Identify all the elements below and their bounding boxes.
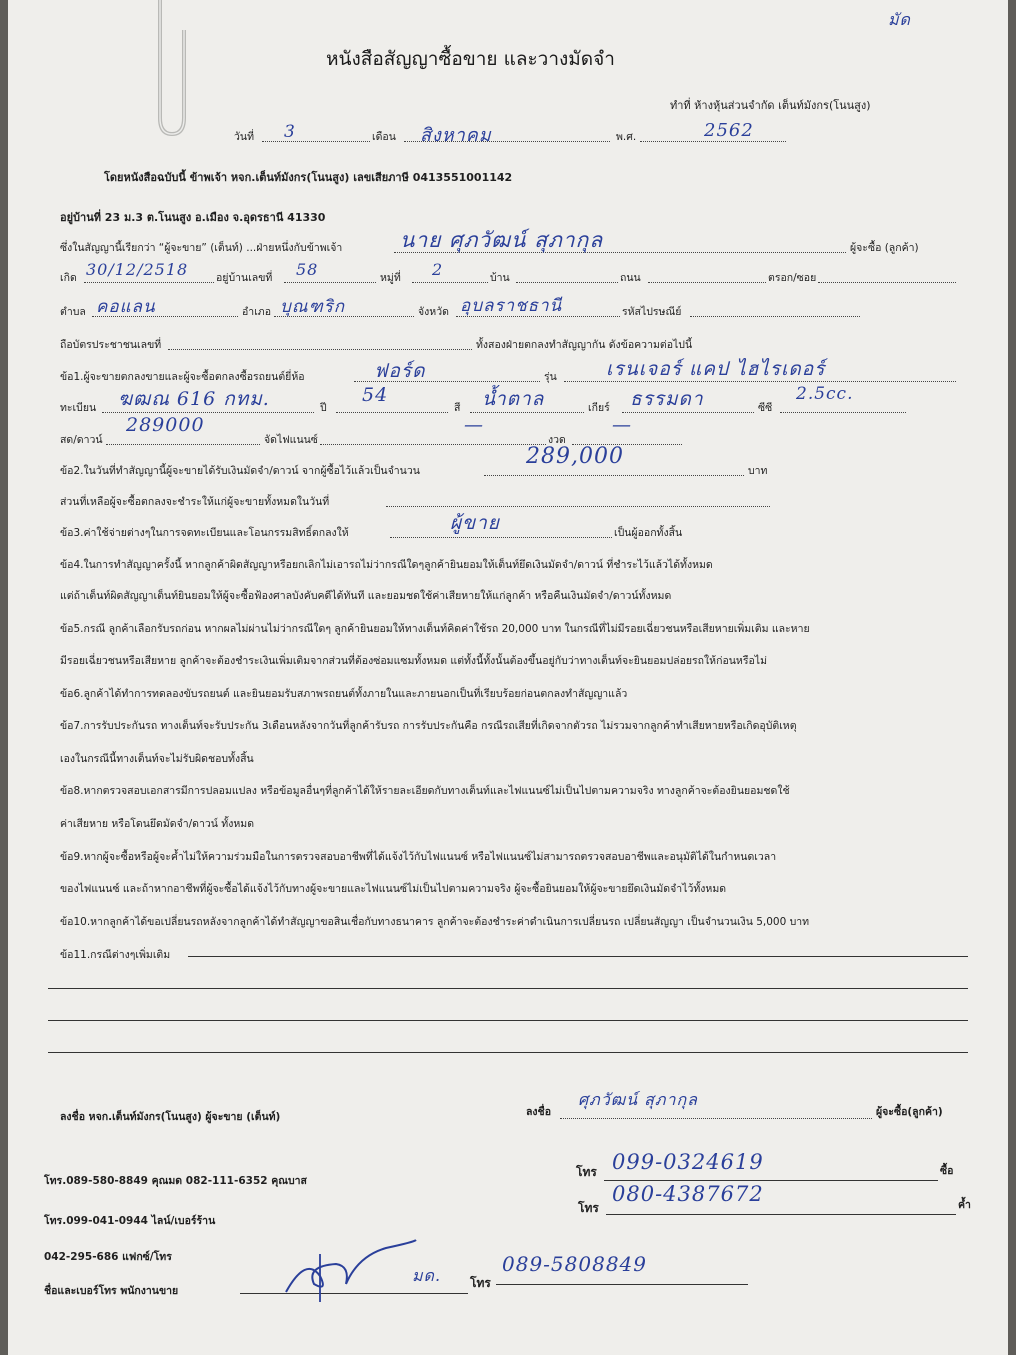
cc-value: 2.5cc. — [796, 384, 854, 404]
car-year-label: ปี — [320, 402, 327, 414]
clause-line: ข้อ10.หากลูกค้าได้ขอเปลี่ยนรถหลังจากลูกค้าได้ทำสัญญาขอสินเชื่อกับทางธนาคาร ลูกค้าจะต้องชำระค่าดำเนินการเปลี่ยนรถ เปลี่ยนสัญญา เป็นจำนวนเงิน 5,000 บาท — [60, 916, 810, 928]
clause-line: ข้อ6.ลูกค้าได้ทำการทดลองขับรถยนต์ และยินยอมรับสภาพรถยนต์ทั้งภายในและภายนอกเป็นที่เรียบร้อยก่อนตกลงทำสัญญาแล้ว — [60, 688, 628, 700]
village-label: บ้าน — [490, 272, 510, 284]
paper-clip-icon — [146, 0, 196, 140]
contract-page — [8, 0, 1008, 1355]
clause-line: ข้อ5.กรณี ลูกค้าเลือกรับรถก่อน หากผลไม่ผ่านไม่ว่ากรณีใดๆ ลูกค้ายินยอมให้ทางเต็นท์คิดค่าใช้รถ 20,000 บาท ในกรณีที่ไม่มีรอยเฉี่ยวชนหรือเสียหายเพิ่มเติม และหาย — [60, 623, 810, 635]
subdistrict-label: ตำบล — [60, 306, 86, 318]
clause-line: เองในกรณีนี้ทางเต็นท์จะไม่รับผิดชอบทั้งสิ้น — [60, 753, 254, 765]
subdistrict-value: คอแลน — [96, 297, 156, 317]
installment-value: — — [612, 414, 632, 436]
clause-line: ค่าเสียหาย หรือโดนยึดมัดจำ/ดาวน์ ทั้งหมด — [60, 818, 255, 830]
road-label: ถนน — [620, 272, 641, 284]
district-label: อำเภอ — [242, 306, 272, 318]
guarantor-phone-label: โทร — [578, 1201, 599, 1215]
seller-signature-line: ลงชื่อ หจก.เต็นท์มังกร(โนนสูง) ผู้จะขาย (เต็นท์) — [60, 1111, 281, 1123]
salesperson-name: มด. — [412, 1266, 442, 1285]
month-label: เดือน — [372, 131, 396, 143]
year-label: พ.ศ. — [616, 131, 637, 143]
seller-clause-label: ซึ่งในสัญญานี้เรียกว่า “ผู้จะขาย” (เต็นท์) ...ฝ่ายหนึ่งกับข้าพเจ้า — [60, 242, 343, 254]
gear-value: ธรรมดา — [630, 388, 704, 410]
house-no-label: อยู่บ้านเลขที่ — [216, 272, 273, 284]
id-card-label: ถือบัตรประชาชนเลขที่ — [60, 339, 162, 351]
clause-line: ของไฟแนนซ์ และถ้าหากอาชีพที่ผู้จะซื้อได้แจ้งไว้กับทางผู้จะขายและไฟแนนซ์ไม่เป็นไปตามความจริง ผู้จะซื้อยินยอมให้ผู้จะขายยึดเงินมัดจำไว้ทั้งหมด — [60, 883, 727, 895]
postcode-label: รหัสไปรษณีย์ — [622, 306, 682, 318]
day-value: 3 — [284, 122, 296, 142]
color-label: สี — [454, 402, 461, 414]
contact-line: โทร.089-580-8849 คุณมด 082-111-6352 คุณบาส — [44, 1175, 307, 1187]
corner-mark: มัด — [888, 10, 911, 29]
salesperson-phone-value: 089-5808849 — [502, 1252, 648, 1276]
installment-label: งวด — [548, 434, 566, 446]
day-label: วันที่ — [234, 131, 254, 143]
year-value: 2562 — [704, 120, 754, 141]
month-value: สิงหาคม — [420, 125, 492, 146]
plate-value: ฆฒณ 616 กทม. — [118, 388, 270, 410]
clause-line: ข้อ4.ในการทำสัญญาครั้งนี้ หากลูกค้าผิดสัญญาหรือยกเลิกไม่เอารถไม่ว่ากรณีใดๆลูกค้ายินยอมให้เต็นท์ยึดเงินมัดจำ/ดาวน์ ที่ชำระไว้แล้วได้ทั้งหมด — [60, 559, 713, 571]
contact-line: โทร.099-041-0944 ไลน์/เบอร์ร้าน — [44, 1215, 216, 1227]
salesperson-label: ชื่อและเบอร์โทร พนักงานขาย — [44, 1285, 179, 1297]
buyer-phone-label: โทร — [576, 1165, 597, 1179]
clause2-unit: บาท — [748, 465, 768, 477]
down-label: สด/ดาวน์ — [60, 434, 103, 446]
gear-label: เกียร์ — [588, 402, 610, 414]
clause3-suffix: เป็นผู้ออกทั้งสิ้น — [614, 527, 683, 539]
buyer-sign-suffix: ผู้จะซื้อ(ลูกค้า) — [876, 1106, 943, 1118]
clause-line: ข้อ7.การรับประกันรถ ทางเต็นท์จะรับประกัน 3เดือนหลังจากวันที่ลูกค้ารับรถ การรับประกันคือ กรณีรถเสียที่เกิดจากตัวรถ ไม่รวมจากลูกค้าทำเสียหายหรือเกิดอุบัติเหตุ — [60, 720, 797, 732]
moo-label: หมู่ที่ — [380, 272, 401, 284]
house-no-value: 58 — [296, 260, 319, 279]
clause3-label: ข้อ3.ค่าใช้จ่ายต่างๆในการจดทะเบียนและโอนกรรมสิทธิ์ตกลงให้ — [60, 527, 349, 539]
brand-value: ฟอร์ด — [374, 360, 426, 382]
clause-line: แต่ถ้าเต็นท์ผิดสัญญาเต็นท์ยินยอมให้ผู้จะซื้อฟ้องศาลบังคับคดีได้ทันที และยอมชดใช้ค่าเสียหายให้แก่ลูกค้า หรือคืนเงินมัดจำ/ดาวน์ทั้งหมด — [60, 590, 672, 602]
model-label: รุ่น — [544, 371, 557, 383]
salesperson-phone-label: โทร — [470, 1276, 491, 1290]
clause1-label: ข้อ1.ผู้จะขายตกลงขายและผู้จะซื้อตกลงซื้อรถยนต์ยี่ห้อ — [60, 371, 305, 383]
model-value: เรนเจอร์ แคป ไฮไรเดอร์ — [606, 358, 826, 380]
place-line: ทำที่ ห้างหุ้นส่วนจำกัด เต็นท์มังกร(โนนสูง) — [670, 99, 871, 112]
clause11-label: ข้อ11.กรณีต่างๆเพิ่มเติม — [60, 949, 171, 961]
buyer-signature: ศุภวัฒน์ สุภากุล — [578, 1090, 698, 1109]
province-value: อุบลราชธานี — [460, 296, 563, 316]
province-label: จังหวัด — [418, 306, 449, 318]
document-title: หนังสือสัญญาซื้อขาย และวางมัดจำ — [326, 48, 615, 70]
finance-label: จัดไฟแนนซ์ — [264, 434, 318, 446]
district-value: บุณฑริก — [280, 297, 346, 317]
car-year-value: 54 — [362, 384, 389, 406]
buyer-phone-suffix: ซื้อ — [940, 1165, 954, 1177]
guarantor-phone-value: 080-4387672 — [612, 1182, 764, 1206]
salesperson-signature-scribble — [276, 1236, 426, 1306]
soi-label: ตรอก/ซอย — [768, 272, 817, 284]
clause2-value: 289,000 — [526, 444, 624, 469]
contact-line: 042-295-686 แฟกซ์/โทร — [44, 1251, 172, 1263]
buyer-name: นาย ศุภวัฒน์ สุภากุล — [400, 228, 604, 252]
birth-value: 30/12/2518 — [86, 260, 189, 279]
guarantor-phone-suffix: ค้ำ — [958, 1199, 971, 1211]
moo-value: 2 — [432, 260, 444, 279]
clause-line: ข้อ8.หากตรวจสอบเอกสารมีการปลอมแปลง หรือข้อมูลอื่นๆที่ลูกค้าได้ให้รายละเอียดกับทางเต็นท์และไฟแนนซ์ไม่เป็นไปตามความจริง ทางลูกค้าจะต้องยินยอมชดใช้ — [60, 785, 790, 797]
address-line: อยู่บ้านที่ 23 ม.3 ต.โนนสูง อ.เมือง จ.อุดรธานี 41330 — [60, 211, 326, 224]
clause2-label: ข้อ2.ในวันที่ทำสัญญานี้ผู้จะขายได้รับเงินมัดจำ/ดาวน์ จากผู้ซื้อไว้แล้วเป็นจำนวน — [60, 465, 420, 477]
buyer-sign-label: ลงชื่อ — [526, 1106, 551, 1118]
color-value: น้ำตาล — [482, 388, 545, 410]
remaining-label: ส่วนที่เหลือผู้จะซื้อตกลงจะชำระให้แก่ผู้จะขายทั้งหมดในวันที่ — [60, 496, 330, 508]
clause3-value: ผู้ขาย — [450, 512, 500, 534]
cc-label: ซีซี — [758, 402, 773, 414]
buyer-phone-value: 099-0324619 — [612, 1150, 764, 1174]
buyer-suffix: ผู้จะซื้อ (ลูกค้า) — [850, 242, 919, 254]
finance-value: — — [464, 414, 484, 436]
id-card-suffix: ทั้งสองฝ่ายตกลงทำสัญญากัน ดังข้อความต่อไปนี้ — [476, 339, 693, 351]
plate-label: ทะเบียน — [60, 402, 97, 414]
intro-line: โดยหนังสือฉบับนี้ ข้าพเจ้า หจก.เต็นท์มังกร(โนนสูง) เลขเสียภาษี 0413551001142 — [104, 171, 513, 184]
clause-line: มีรอยเฉี่ยวชนหรือเสียหาย ลูกค้าจะต้องชำระเงินเพิ่มเติมจากส่วนที่ต้องซ่อมแซมทั้งหมด แต่ทั้งนี้ทั้งนั้นต้องขึ้นอยู่กับว่าทางเต็นท์จะยินยอมปล่อยรถให้ก่อนหรือไม่ — [60, 655, 767, 667]
clause-line: ข้อ9.หากผู้จะซื้อหรือผู้จะค้ำไม่ให้ความร่วมมือในการตรวจสอบอาชีพที่ได้แจ้งไว้กับไฟแนนซ์ หรือไฟแนนซ์ไม่สามารถตรวจสอบอาชีพและอนุมัติได้ในกำหนดเวลา — [60, 851, 777, 863]
birth-label: เกิด — [60, 272, 77, 284]
down-value: 289000 — [126, 414, 205, 436]
